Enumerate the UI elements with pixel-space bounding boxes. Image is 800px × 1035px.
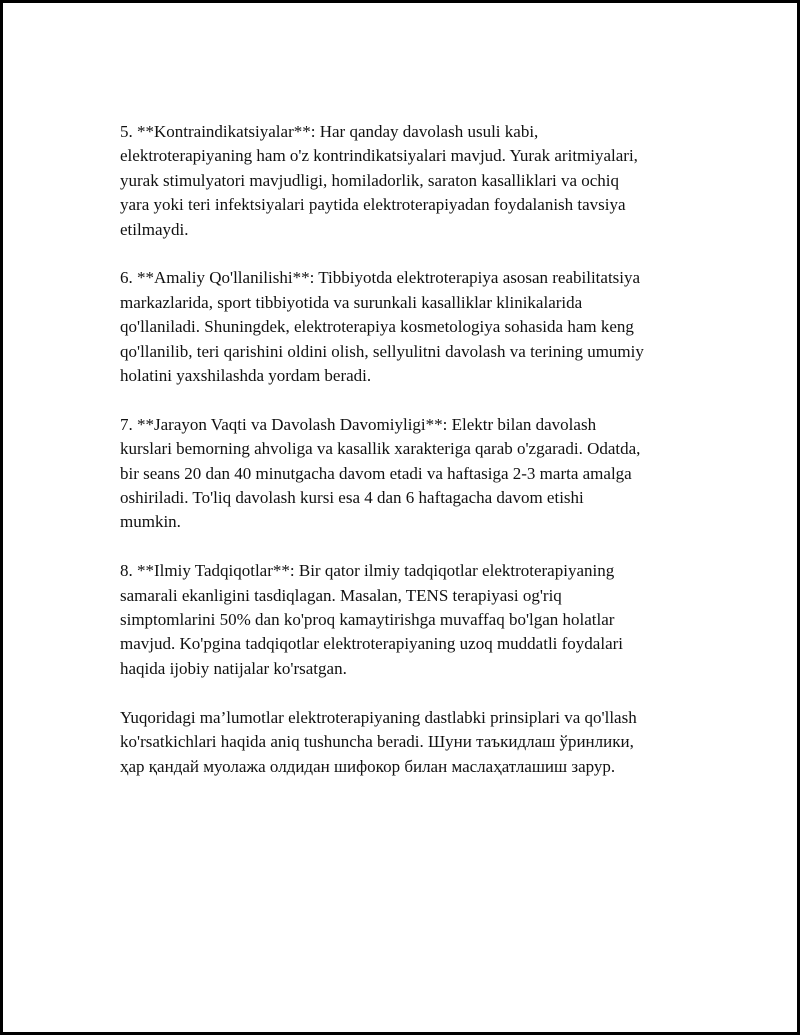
paragraph-conclusion: Yuqoridagi ma’lumotlar elektroterapiyaning dastlabki prinsiplari va qo'llash ko'rsatkichlari haqida aniq tushuncha beradi. Шуни таъкидлаш ўринлики, ҳар қандай муолажа олдидан шифокор билан маслаҳатлашиш зарур. — [120, 707, 637, 776]
document-body — [120, 120, 700, 779]
paragraph-treatment-duration: 7. **Jarayon Vaqti va Davolash Davomiyligi**: Elektr bilan davolash kurslari bemorning ahvoliga va kasallik xarakteriga qarab o'zgaradi. Odatda, bir seans 20 dan 40 minutgacha davom etadi va haftasiga 2-3 marta amalga oshiriladi. To'liq davolash kursi esa 4 dan 6 haftagacha davom etishi mumkin. — [120, 414, 641, 532]
paragraph-contraindications: 5. **Kontraindikatsiyalar**: Har qanday davolash usuli kabi, elektroterapiyaning ham o'z kontrindikatsiyalari mavjud. Yurak aritmiyalari, yurak stimulyatori mavjudligi, homiladorlik, saraton kasalliklari va ochiq yara yoki teri infektsiyalari paytida elektroterapiyadan foydalanish tavsiya etilmaydi. — [120, 122, 638, 239]
paragraph-practical-application: 6. **Amaliy Qo'llanilishi**: Tibbiyotda elektroterapiya asosan reabilitatsiya markazlarida, sport tibbiyotida va surunkali kasalliklar klinikalarida qo'llaniladi. Shuningdek, elektroterapiya kosmetologiya sohasida ham keng qo'llanilib, teri qarishini oldini olish, sellyulitni davolash va terining umumiy holatini yaxshilashda yordam beradi. — [120, 268, 644, 386]
paragraph-scientific-research: 8. **Ilmiy Tadqiqotlar**: Bir qator ilmiy tadqiqotlar elektroterapiyaning samarali ekanligini tasdiqlagan. Masalan, TENS terapiyasi og'riq simptomlarini 50% dan ko'proq kamaytirishga muvaffaq bo'lgan holatlar mavjud. Ko'pgina tadqiqotlar elektroterapiyaning uzoq muddatli foydalari haqida ijobiy natijalar ko'rsatgan. — [120, 561, 624, 678]
